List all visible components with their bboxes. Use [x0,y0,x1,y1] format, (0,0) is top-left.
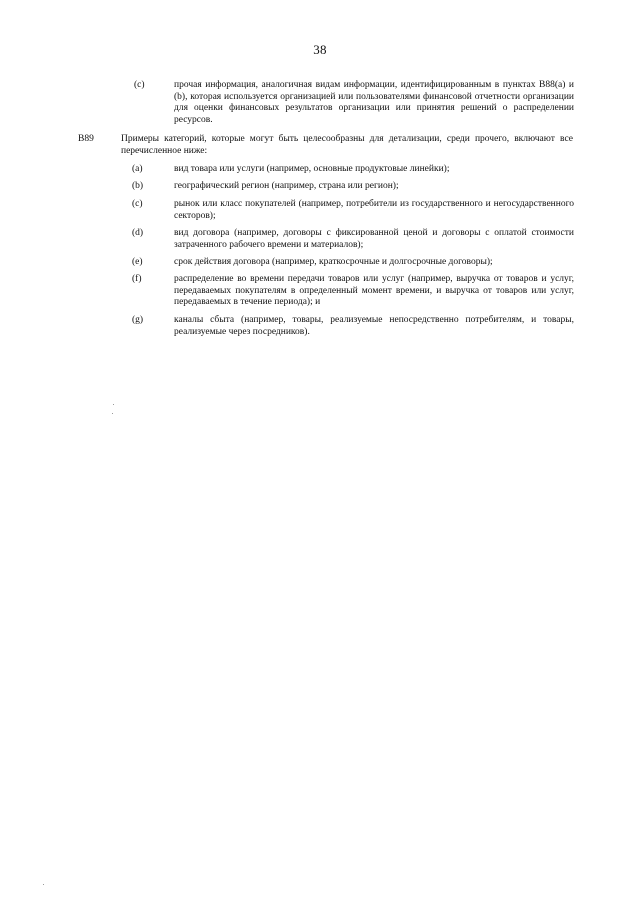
list-item-marker: (g) [132,315,144,325]
list-item [132,228,574,254]
list-item-text: вид договора (например, договоры с фиксированной ценой и договоры с оплатой стоимости затраченного рабочего времени и материалов); [174,228,574,250]
page-number: 38 [313,42,327,57]
list-item [132,181,574,195]
list-item-text: географический регион (например, страна или регион); [174,181,399,191]
list-item-text: рынок или класс покупателей (например, потребители из государственного и негосударственного секторов); [174,199,574,221]
list-item-text: прочая информация, аналогичная видам информации, идентифицированным в пунктах B88(a) и (b), которая используется организацией или пользователями финансовой отчетности организации для оценки финансовых результатов организации или принятия решений о распределении ресурсов. [174,80,574,125]
paragraph-b89 [78,134,578,160]
scan-artifact [43,884,44,885]
list-item-marker: (d) [132,228,144,238]
list-item-text: вид товара или услуги (например, основные продуктовые линейки); [174,164,450,174]
list-item-marker: (a) [132,164,143,174]
list-item-marker: (c) [132,199,143,209]
paragraph-text: Примеры категорий, которые могут быть целесообразны для детализации, среди прочего, включают все перечисленное ниже: [121,134,573,156]
list-item [132,164,574,178]
list-item-text: срок действия договора (например, краткосрочные и долгосрочные договоры); [174,257,493,267]
list-item [132,257,574,271]
list-item-marker: (c) [134,80,145,90]
list-item [132,315,574,341]
list-item-text: каналы сбыта (например, товары, реализуемые непосредственно потребителям, и товары, реализуемые через посредников). [174,315,574,337]
list-item-top-c [134,80,574,130]
scan-artifact [113,404,114,405]
list-item-marker: (f) [132,274,142,284]
list-item-marker: (e) [132,257,143,267]
scan-artifact [112,413,113,414]
list-item [132,199,574,225]
list-item-marker: (b) [132,181,144,191]
paragraph-number: B89 [78,134,94,144]
list-item [132,274,574,312]
list-item-text: распределение во времени передачи товаров или услуг (например, выручка от товаров и услуг, передаваемых покупателям в определенный момент времени, и выручка от товаров или услуг, передаваемых в течение периода); и [174,274,574,307]
